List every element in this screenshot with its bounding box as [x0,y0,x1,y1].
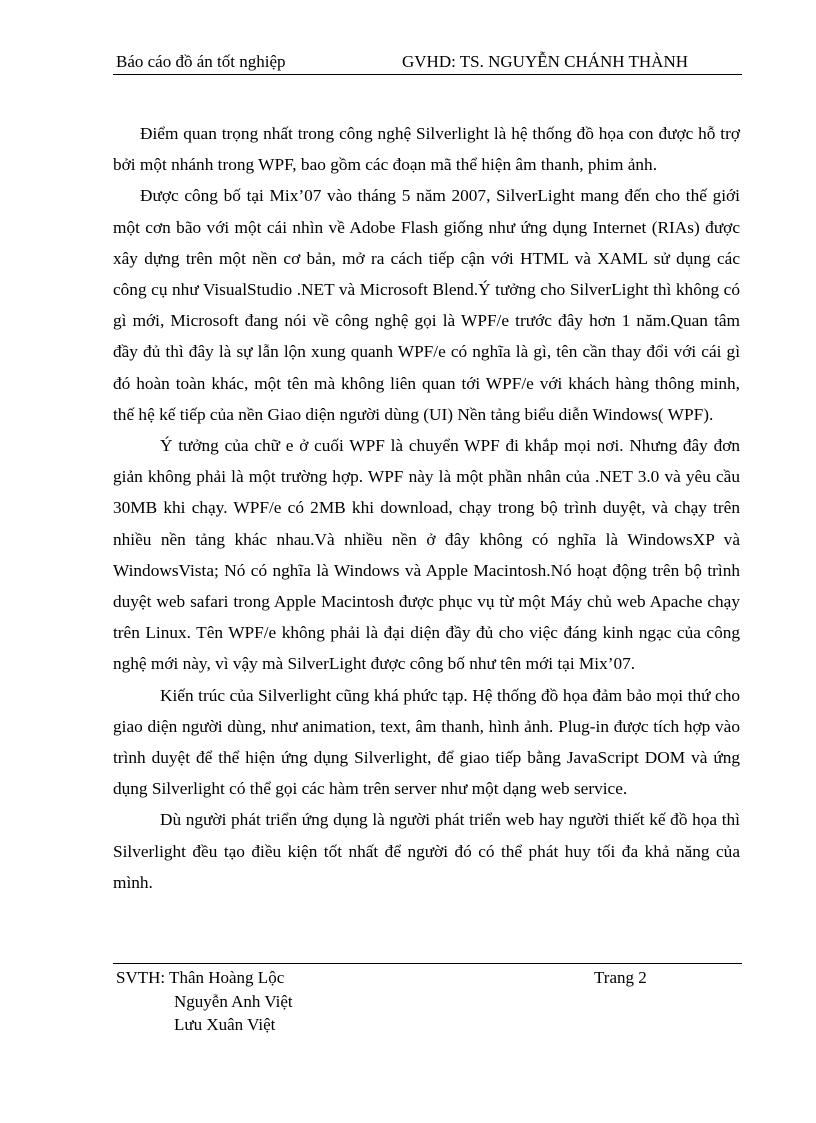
page-number: Trang 2 [594,968,647,987]
document-body [113,118,740,898]
paragraph-2: Được công bố tại Mix’07 vào tháng 5 năm 2007, SilverLight mang đến cho thế giới một cơn bão với một cái nhìn về Adobe Flash giống như ứng dụng Internet (RIAs) được xây dựng trên một nền cơ bản, mở ra cách tiếp cận với HTML và XAML sử dụng các công cụ như VisualStudio .NET và Microsoft Blend.Ý tưởng cho SilverLight thì không có gì mới, Microsoft đang nói về công nghệ gọi là WPF/e trước đây hơn 1 năm.Quan tâm đầy đủ thì đây là sự lẫn lộn xung quanh WPF/e có nghĩa là gì, tên cần thay đổi với cái gì đó hoàn toàn khác, một tên mà không liên quan tới WPF/e với khách hàng thông minh, thế hệ kế tiếp của nền Giao diện người dùng (UI) Nền tảng biểu diễn Windows( WPF). [113,186,740,424]
footer-author-3: Lưu Xuân Việt [174,1015,276,1034]
paragraph-1: Điểm quan trọng nhất trong công nghệ Silverlight là hệ thống đồ họa con được hỗ trợ bởi một nhánh trong WPF, bao gồm các đoạn mã thể hiện âm thanh, phim ảnh. [113,124,740,175]
header-report-title: Báo cáo đồ án tốt nghiệp [116,52,286,71]
footer-author-2: Nguyễn Anh Việt [174,991,293,1011]
paragraph-4: Kiến trúc của Silverlight cũng khá phức tạp. Hệ thống đồ họa đảm bảo mọi thứ cho giao diện người dùng, như animation, text, âm thanh, hình ảnh. Plug-in được tích hợp vào trình duyệt để thể hiện ứng dụng Silverlight, để giao tiếp bằng JavaScript DOM và ứng dụng Silverlight có thể gọi các hàm trên server như một dạng web service. [113,685,740,799]
footer-author-1: SVTH: Thân Hoàng Lộc [116,968,285,987]
header-advisor: GVHD: TS. NGUYỄN CHÁNH THÀNH [402,52,689,71]
paragraph-5: Dù người phát triển ứng dụng là người phát triển web hay người thiết kế đồ họa thì Silverlight đều tạo điều kiện tốt nhất để người đó có thể phát huy tối đa khả năng của mình. [113,810,740,892]
page-footer [116,966,742,1037]
page-header [113,50,742,75]
paragraph-3: Ý tưởng của chữ e ở cuối WPF là chuyển WPF đi khắp mọi nơi. Nhưng đây đơn giản không phải là một trường hợp. WPF này là một phần nhân của .NET 3.0 và yêu cầu 30MB khi chạy. WPF/e có 2MB khi download, chạy trong bộ trình duyệt, và chạy trên nhiều nền tảng khác nhau.Và nhiều nền ở đây không có nghĩa là WindowsXP và WindowsVista; Nó có nghĩa là Windows và Apple Macintosh.Nó hoạt động trên bộ trình duyệt web safari trong Apple Macintosh được phục vụ từ một Máy chủ web Apache chạy trên Linux. Tên WPF/e không phải là đại diện đầy đủ cho việc đáng kinh ngạc của công nghệ mới này, vì vậy mà SilverLight được công bố như tên mới tại Mix’07. [113,436,740,674]
footer-divider [113,963,742,964]
